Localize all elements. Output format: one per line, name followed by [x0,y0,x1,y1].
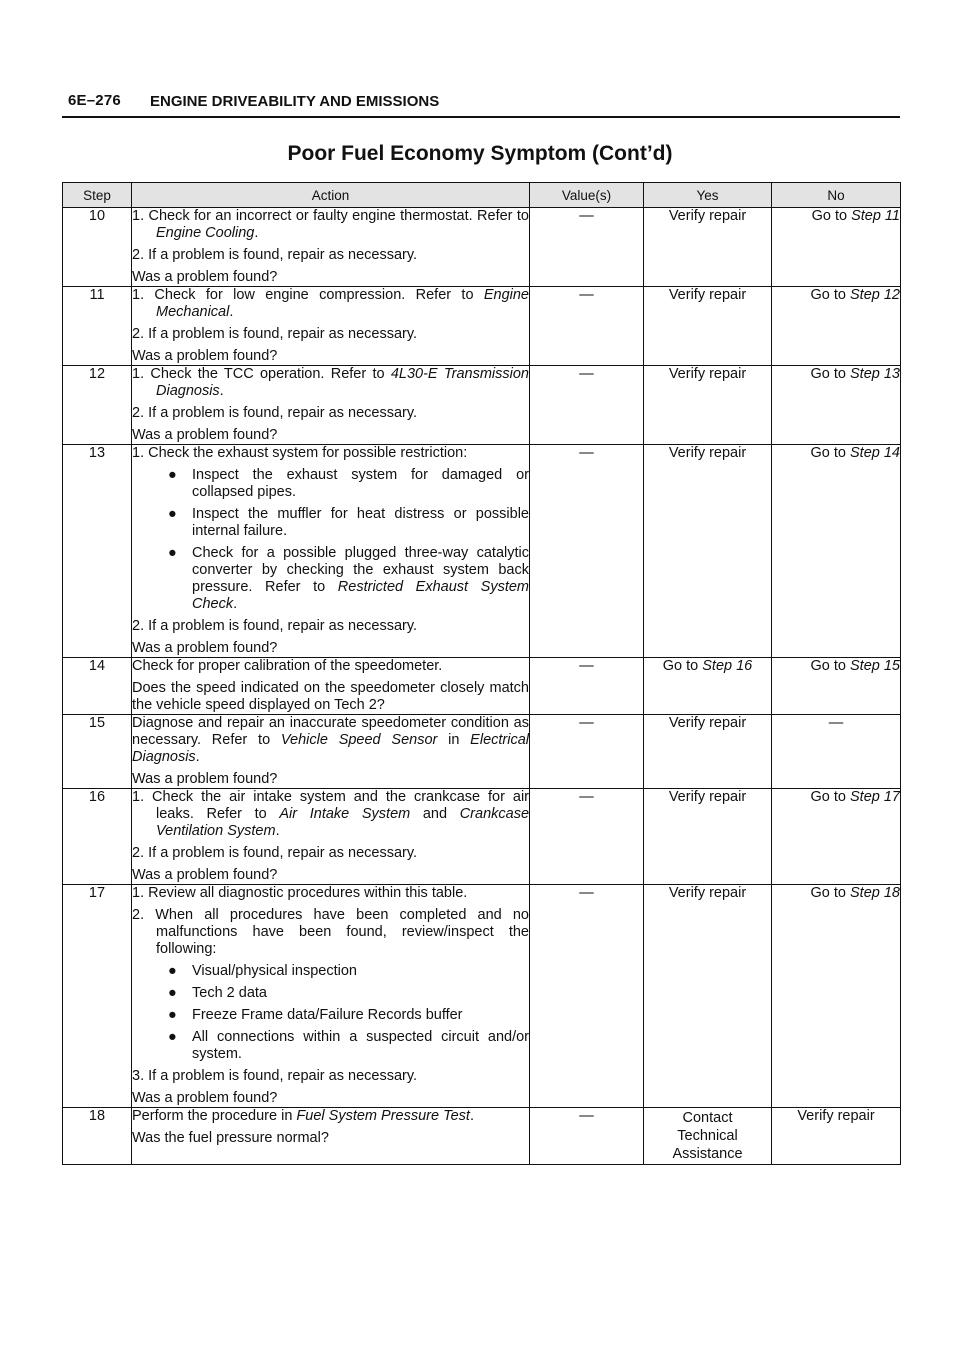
action-cell [132,445,530,658]
bullet-item: ● All connections within a suspected circuit and/or system. [168,1029,529,1062]
bullet-icon: ● [168,506,177,522]
reference-link: Step 11 [851,208,900,224]
step-number: 16 [63,789,132,885]
value-cell: — [530,287,644,366]
bullet-item: ● Check for a possible plugged three-way catalytic converter by checking the exhaust system back pressure. Refer to Restricted Exhaust System Check. [168,545,529,612]
reference-link: Crankcase Ventilation System [156,806,530,839]
numbered-item: 1. Check the exhaust system for possible restriction: [132,445,468,461]
bullet-item: ● Inspect the exhaust system for damaged or collapsed pipes. [168,467,529,500]
action-text: Was a problem found? [132,1090,278,1106]
numbered-item: 2. If a problem is found, repair as necessary. [132,405,418,421]
action-cell [132,287,530,366]
bullet-icon: ● [168,1007,177,1023]
action-text: Perform the procedure in Fuel System Pressure Test. [132,1108,474,1124]
numbered-item: 2. If a problem is found, repair as necessary. [132,845,418,861]
yes-text: Technical [677,1128,738,1144]
reference-link: Engine Cooling [156,225,255,241]
numbered-item: 1. Check for low engine compression. Refer to Engine Mechanical. [132,287,529,320]
yes-cell: Verify repair [644,366,772,445]
no-cell: Go to Step 15 [772,658,901,715]
table-row [63,445,901,658]
bullet-icon: ● [168,1029,177,1045]
value-cell: — [530,715,644,789]
table-row [63,366,901,445]
step-number: 10 [63,208,132,287]
action-text: Was a problem found? [132,348,278,364]
table-row [63,789,901,885]
table-body [63,208,901,1165]
bullet-item: ● Inspect the muffler for heat distress or possible internal failure. [168,506,529,539]
numbered-item: 2. If a problem is found, repair as necessary. [132,618,418,634]
action-cell [132,789,530,885]
action-text: Was the fuel pressure normal? [132,1130,329,1146]
diagnostic-table [62,182,901,1165]
step-number: 13 [63,445,132,658]
bullet-item: ● Tech 2 data [168,985,267,1001]
numbered-item: 2. If a problem is found, repair as necessary. [132,247,418,263]
bullet-icon: ● [168,545,177,561]
table-row [63,287,901,366]
table-header-row [63,183,901,208]
yes-cell: Verify repair [644,789,772,885]
reference-link: Electrical Diagnosis [132,732,529,765]
yes-cell: Verify repair [644,715,772,789]
page-number: 6E–276 [68,92,121,109]
action-text: Was a problem found? [132,269,278,285]
yes-cell: Verify repair [644,445,772,658]
column-header-yes: Yes [644,183,772,208]
action-text: Was a problem found? [132,867,278,883]
action-text: Was a problem found? [132,771,278,787]
no-cell: Go to Step 18 [772,885,901,1108]
value-cell: — [530,208,644,287]
reference-link: Step 13 [850,366,900,382]
no-cell: — [772,715,901,789]
value-cell: — [530,789,644,885]
step-number: 14 [63,658,132,715]
page-header [66,92,898,118]
yes-cell: Verify repair [644,287,772,366]
step-number: 15 [63,715,132,789]
value-cell: — [530,658,644,715]
numbered-item: 1. Check the air intake system and the crankcase for air leaks. Refer to Air Intake System and Crankcase Ventilation System. [132,789,530,839]
reference-link: Step 17 [850,789,900,805]
action-text: Was a problem found? [132,640,278,656]
yes-cell: Go to Step 16 [644,658,772,715]
step-number: 17 [63,885,132,1108]
column-header-action: Action [132,183,530,208]
action-text: Was a problem found? [132,427,278,443]
action-cell [132,208,530,287]
value-cell: — [530,445,644,658]
numbered-item: 1. Review all diagnostic procedures within this table. [132,885,468,901]
bullet-icon: ● [168,963,177,979]
numbered-item: 2. If a problem is found, repair as necessary. [132,326,418,342]
value-cell: — [530,366,644,445]
value-cell: — [530,885,644,1108]
yes-cell: Verify repair [644,208,772,287]
yes-cell: Verify repair [644,885,772,1108]
yes-cell [644,1108,772,1165]
no-cell: Go to Step 13 [772,366,901,445]
table-row [63,1108,901,1165]
section-title: ENGINE DRIVEABILITY AND EMISSIONS [150,93,440,110]
reference-link: Step 12 [850,287,900,303]
action-text: Diagnose and repair an inaccurate speedometer condition as necessary. Refer to Vehicle Speed Sensor in Electrical Diagnosis. [132,715,529,765]
no-cell: Verify repair [772,1108,901,1165]
no-cell: Go to Step 14 [772,445,901,658]
numbered-item: 1. Check for an incorrect or faulty engine thermostat. Refer to Engine Cooling. [132,208,529,241]
action-cell [132,658,530,715]
header-rule [62,116,900,118]
no-cell: Go to Step 12 [772,287,901,366]
value-cell: — [530,1108,644,1165]
step-number: 12 [63,366,132,445]
reference-link: Air Intake System [279,806,411,822]
numbered-item: 2. When all procedures have been completed and no malfunctions have been found, review/inspect the following: [132,907,529,957]
no-cell: Go to Step 17 [772,789,901,885]
table-row [63,208,901,287]
bullet-item: ● Visual/physical inspection [168,963,357,979]
step-number: 18 [63,1108,132,1165]
column-header-values: Value(s) [530,183,644,208]
reference-link: Restricted Exhaust System Check [192,579,529,612]
action-cell [132,1108,530,1165]
table-row [63,658,901,715]
action-cell [132,715,530,789]
bullet-icon: ● [168,467,177,483]
yes-text: Assistance [672,1146,743,1162]
reference-link: Step 16 [702,658,753,674]
step-number: 11 [63,287,132,366]
column-header-no: No [772,183,901,208]
reference-link: Fuel System Pressure Test [296,1108,470,1124]
bullet-icon: ● [168,985,177,1001]
reference-link: Vehicle Speed Sensor [280,732,438,748]
numbered-item: 3. If a problem is found, repair as necessary. [132,1068,418,1084]
reference-link: Step 15 [850,658,900,674]
reference-link: 4L30-E Transmission Diagnosis [156,366,529,399]
column-header-step: Step [63,183,132,208]
reference-link: Engine Mechanical [156,287,529,320]
numbered-item: 1. Check the TCC operation. Refer to 4L30-E Transmission Diagnosis. [132,366,529,399]
table-row [63,715,901,789]
reference-link: Step 18 [850,885,900,901]
reference-link: Step 14 [850,445,900,461]
action-text: Check for proper calibration of the speedometer. [132,658,443,674]
action-text: Does the speed indicated on the speedometer closely match the vehicle speed displayed on Tech 2? [132,680,529,713]
bullet-item: ● Freeze Frame data/Failure Records buffer [168,1007,463,1023]
action-cell [132,366,530,445]
yes-text: Contact [682,1110,733,1126]
page-title: Poor Fuel Economy Symptom (Cont’d) [287,142,673,165]
no-cell: Go to Step 11 [772,208,901,287]
table-row [63,885,901,1108]
action-cell [132,885,530,1108]
